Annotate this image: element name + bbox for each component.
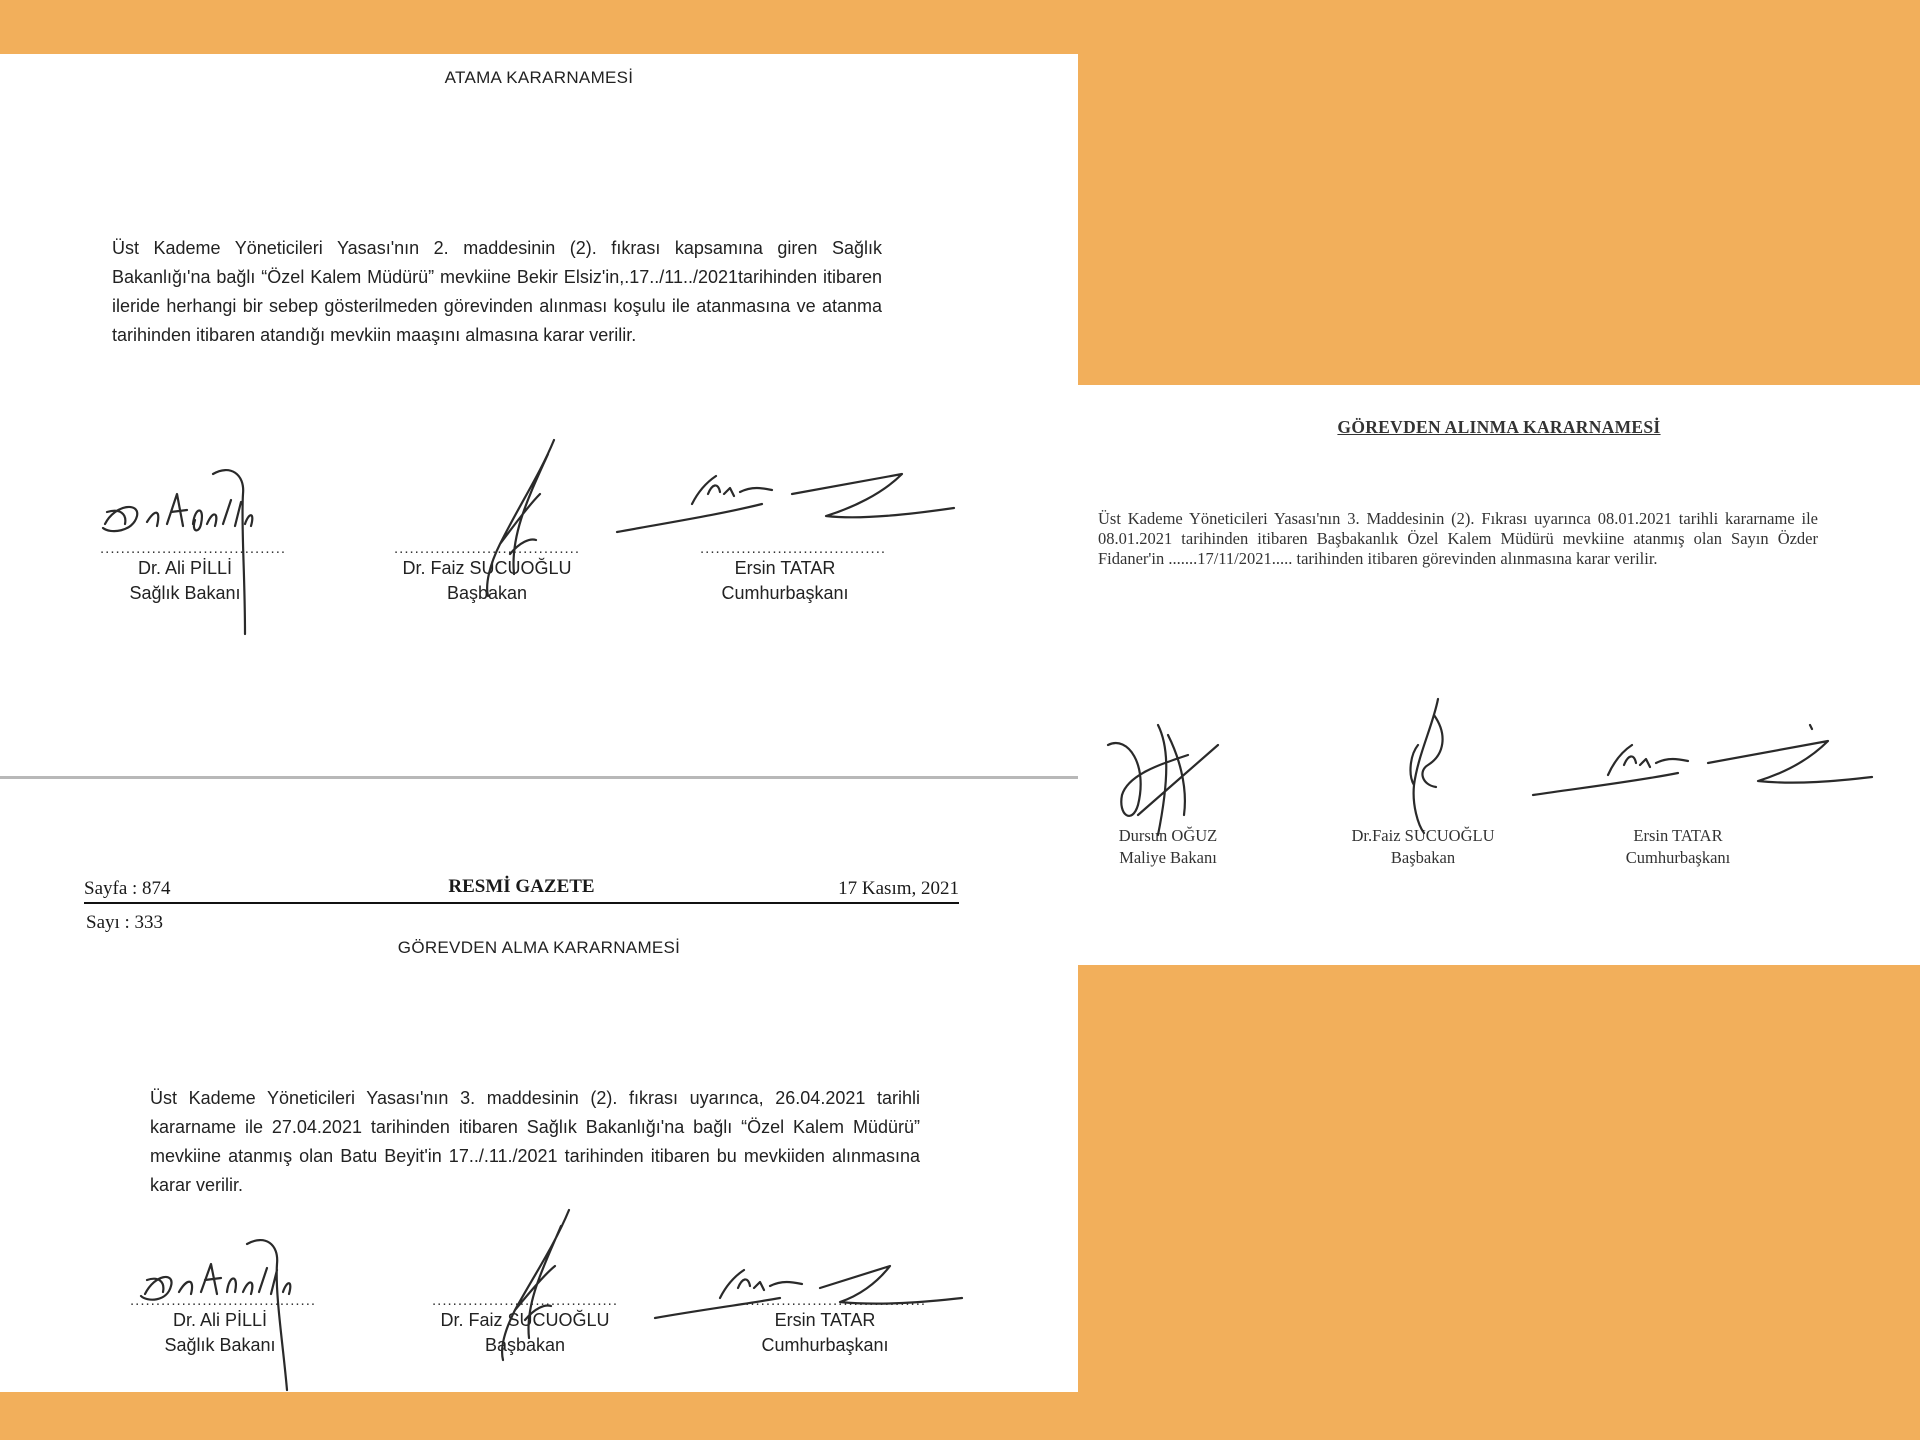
signature-faiz-sucuoglu-3 [1378,695,1468,835]
gazette-issue-number: Sayı : 333 [86,912,164,933]
signatory-name: Ersin TATAR [734,558,836,578]
signatory-role: Başbakan [446,583,528,603]
atama-title: ATAMA KARARNAMESİ [444,68,634,87]
gorevden-alinma-signatory-2 [1328,825,1518,869]
gorevden-alinma-body: Üst Kademe Yöneticileri Yasası'nın 3. Maddesinin (2). Fıkrası uyarınca 08.01.2021 tarihli kararname ile 08.01.2021 tarihinden itibaren Başbakanlık Özel Kalem Müdürü mevkiine atanmış olan Sayın Özder Fidaner'in .......17/11/2021..... tarihinden itibaren görevinden alınmasına karar verilir. [1098,509,1818,568]
gorevden-alma-signatory-1 [130,1292,317,1358]
signature-line: .................................... [393,540,581,557]
signature-ersin-tatar-3 [1528,725,1888,815]
signatory-name: Ersin TATAR [1633,826,1723,845]
gorevden-alma-title: GÖREVDEN ALMA KARARNAMESİ [397,938,681,957]
signatory-name: Dr.Faiz SUCUOĞLU [1351,826,1495,845]
gorevden-alma-signatory-3 [740,1292,927,1358]
signature-line: .................................... [740,1292,927,1309]
gazette-page-number: Sayfa : 874 [84,878,171,899]
signatory-role: Maliye Bakanı [1119,848,1217,867]
atama-signatory-3 [700,540,887,606]
signatory-name: Dr. Ali PİLLİ [172,1310,268,1330]
gorevden-alinma-signatory-3 [1598,825,1758,869]
signatory-role: Sağlık Bakanı [164,1335,276,1355]
signatory-name: Ersin TATAR [774,1310,876,1330]
decree-sheet-right [1078,385,1920,965]
atama-signatory-1 [100,540,287,606]
gorevden-alma-body: Üst Kademe Yöneticileri Yasası'nın 3. maddesinin (2). fıkrası uyarınca, 26.04.2021 tarihli kararname ile 27.04.2021 tarihinden itibaren Sağlık Bakanlığı'na bağlı “Özel Kalem Müdürü” mevkiine atanmış olan Batu Beyit'in 17../.11./2021 tarihinden itibaren bu mevkiiden alınmasına karar verilir. [150,1088,920,1195]
signatory-role: Cumhurbaşkanı [761,1335,889,1355]
signatory-role: Cumhurbaşkanı [1625,848,1731,867]
signatory-name: Dursun OĞUZ [1118,826,1218,845]
signatory-role: Başbakan [1390,848,1456,867]
signatory-role: Cumhurbaşkanı [721,583,849,603]
signatory-name: Dr. Ali PİLLİ [137,558,233,578]
signatory-name: Dr. Faiz SUCUOĞLU [402,558,572,578]
gazette-name: RESMİ GAZETE [448,876,595,897]
gorevden-alinma-title: GÖREVDEN ALINMA KARARNAMESİ [1337,417,1661,437]
gazette-date: 17 Kasım, 2021 [838,878,959,899]
gorevden-alinma-signatory-1 [1098,825,1238,869]
signature-line: .................................... [100,540,287,557]
gorevden-alma-signatory-2 [430,1294,620,1358]
signatory-role: Başbakan [484,1335,566,1355]
signature-line: .................................... [431,1292,619,1309]
signatory-name: Dr. Faiz SUCUOĞLU [440,1310,610,1330]
page-divider [0,776,1078,779]
signature-line: .................................... [700,540,887,557]
atama-body: Üst Kademe Yöneticileri Yasası'nın 2. maddesinin (2). fıkrası kapsamına giren Sağlık Bakanlığı'na bağlı “Özel Kalem Müdürü” mevkiine Bekir Elsiz'in,.17../11../2021tarihinden itibaren ileride herhangi bir sebep gösterilmeden görevinden alınması koşulu ile atanmasına ve atanma tarihinden itibaren atandığı mevkiin maaşını almasına karar verilir. [112,238,882,345]
atama-signatory-2 [392,542,582,606]
decree-sheet-left [0,54,1078,1392]
signature-line: .................................... [130,1292,317,1309]
signatory-role: Sağlık Bakanı [129,583,241,603]
gazette-header [84,874,959,904]
